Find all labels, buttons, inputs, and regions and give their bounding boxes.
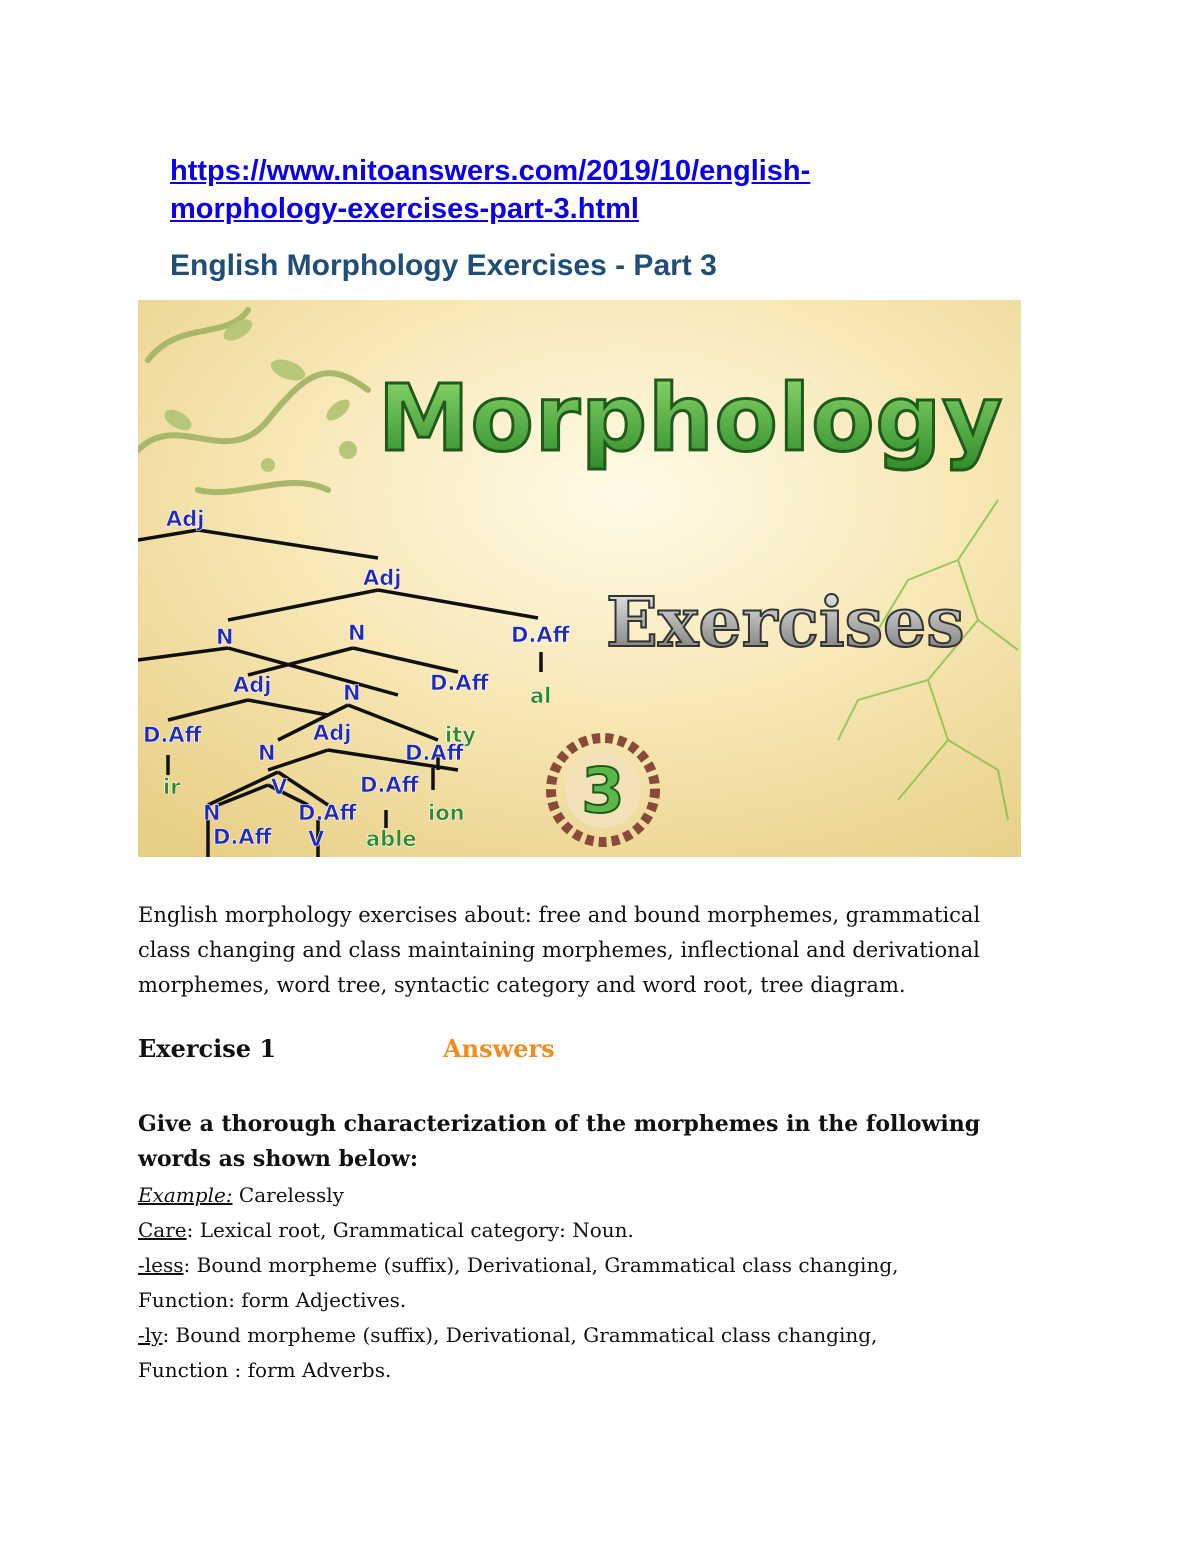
tree-label-daff: D.Aff [430,671,489,695]
example-line [138,1178,1048,1213]
example-word: Carelessly [232,1183,344,1207]
ly-text: : Bound morpheme (suffix), Derivational, Grammatical class changing, [162,1323,878,1347]
tree-label-daff: D.Aff [213,825,272,849]
url-line-1[interactable]: https://www.nitoanswers.com/2019/10/english- [170,155,811,187]
care-line [138,1213,1048,1248]
tree-label-ity: ity [445,723,476,747]
source-url-link[interactable] [170,152,990,228]
url-line-2[interactable]: morphology-exercises-part-3.html [170,193,639,225]
tree-label-daff: D.Aff [360,773,419,797]
less-line [138,1248,1048,1283]
tree-label-adj: Adj [233,673,272,697]
less-label: -less [138,1253,184,1277]
tree-label-n: N [258,741,276,765]
tree-label-adj: Adj [313,721,352,745]
intro-paragraph: English morphology exercises about: free and bound morphemes, grammatical class changing and class maintaining morphemes, inflectional and derivational morphemes, word tree, syntactic category and word root, tree diagram. [138,903,981,997]
badge-number: 3 [581,754,625,827]
tree-label-daff: D.Aff [511,623,570,647]
tree-label-n: N [216,625,234,649]
page-title: English Morphology Exercises - Part 3 [170,249,717,282]
tree-label-ir: ir [163,775,181,799]
banner-subtitle: Exercises [606,583,965,663]
less-text: : Bound morpheme (suffix), Derivational, Grammatical class changing, [183,1253,899,1277]
tree-label-daff: D.Aff [143,723,202,747]
example-label: Example: [138,1183,233,1207]
tree-label-n: N [348,621,366,645]
tree-label-ion: ion [428,801,465,825]
tree-label-able: able [366,827,417,851]
tree-label-n: N [343,681,361,705]
tree-label-n: N [203,801,221,825]
example-block [138,1178,1048,1388]
exercise-question: Give a thorough characterization of the morphemes in the following words as shown below: [138,1111,981,1172]
ly-label: -ly [138,1323,163,1347]
care-text: : Lexical root, Grammatical category: Noun. [186,1218,634,1242]
morphology-banner-image [138,300,1021,857]
ly-function-line: Function : form Adverbs. [138,1358,392,1382]
tree-label-adj: Adj [166,507,205,531]
care-label: Care [138,1218,187,1242]
tree-label-al: al [530,684,552,708]
banner-title: Morphology [378,365,1004,472]
tree-label-adj: Adj [363,566,402,590]
answers-link[interactable]: Answers [443,1034,555,1063]
exercise-title: Exercise 1 [138,1034,277,1063]
tree-label-daff: D.Aff [298,801,357,825]
tree-label-daff: D.Aff [405,741,464,765]
less-function-line: Function: form Adjectives. [138,1288,407,1312]
tree-label-v: V [308,827,325,851]
ly-line [138,1318,1048,1353]
tree-label-v: V [271,775,288,799]
